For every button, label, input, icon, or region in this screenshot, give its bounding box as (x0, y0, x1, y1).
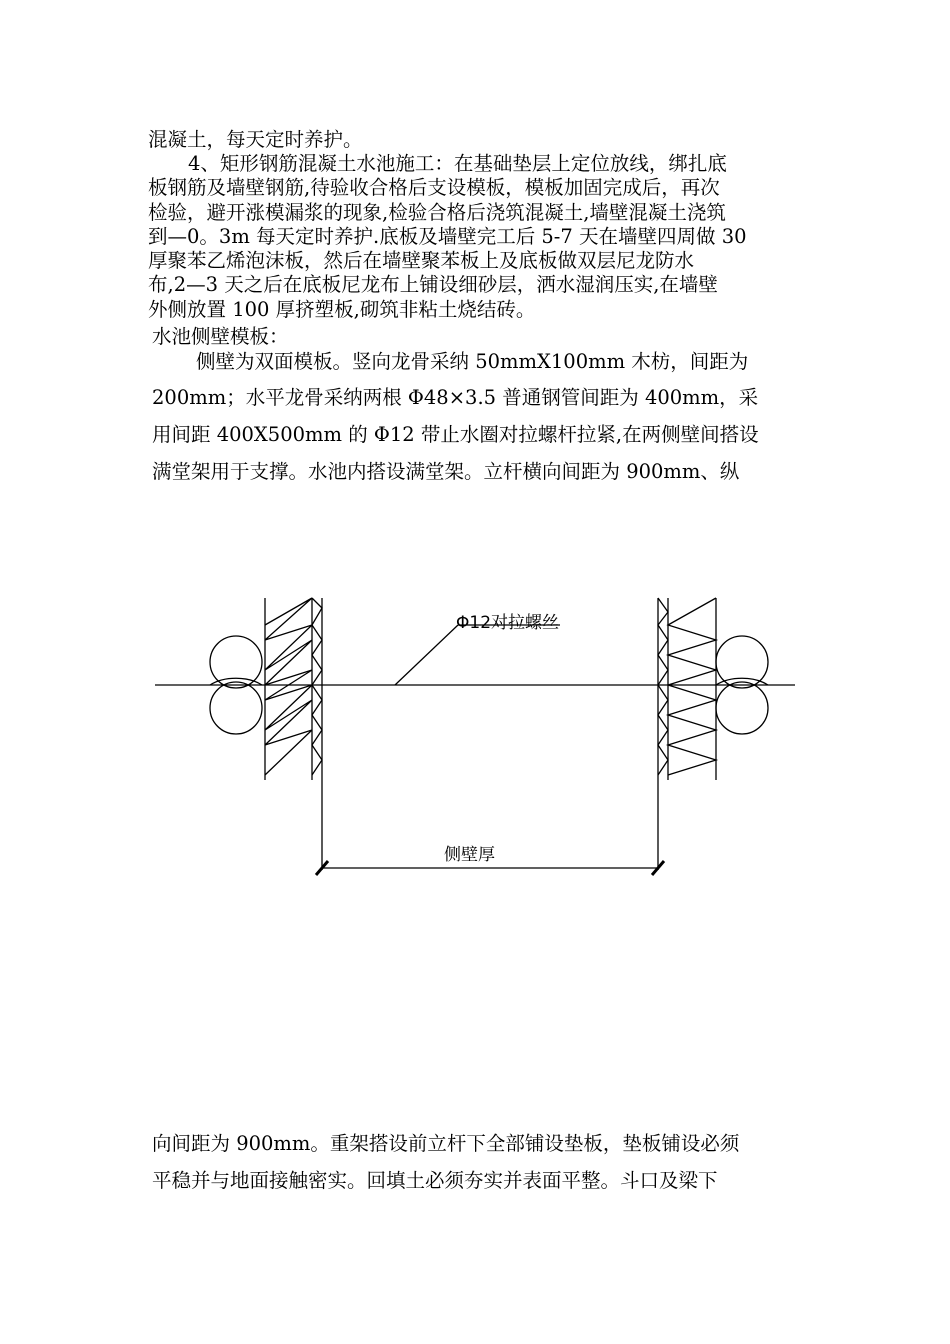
text-line: 到—0。3m 每天定时养护.底板及墙壁完工后 5-7 天在墙壁四周做 30 (148, 225, 747, 248)
text-line: 外侧放置 100 厚挤塑板,砌筑非粘土烧结砖。 (148, 298, 536, 321)
text-line: 平稳并与地面接触密实。回填土必须夯实并表面平整。斗口及梁下 (152, 1169, 718, 1192)
text-line: 混凝土，每天定时养护。 (148, 128, 363, 151)
text-line: 检验，避开涨模漏浆的现象,检验合格后浇筑混凝土,墙壁混凝土浇筑 (148, 201, 726, 224)
text-line: 布,2—3 天之后在底板尼龙布上铺设细砂层，洒水湿润压实,在墙壁 (148, 273, 718, 296)
bolt-leader (395, 625, 458, 685)
text-line: 侧壁为双面模板。竖向龙骨采纳 50mmX100mm 木枋，间距为 (196, 350, 749, 373)
left-truss-2 (312, 598, 322, 775)
right-pipe-top (716, 636, 768, 688)
left-pipe-bottom (210, 682, 262, 734)
left-truss (265, 598, 312, 775)
text-line: 满堂架用于支撑。水池内搭设满堂架。立杆横向间距为 900mm、纵 (152, 460, 740, 483)
right-pipe-bottom (716, 682, 768, 734)
text-line: 板钢筋及墙壁钢筋,待验收合格后支设模板，模板加固完成后，再次 (148, 176, 720, 199)
text-line: 向间距为 900mm。重架搭设前立杆下全部铺设垫板，垫板铺设必须 (152, 1132, 740, 1155)
text-line: 厚聚苯乙烯泡沫板，然后在墙壁聚苯板上及底板做双层尼龙防水 (148, 249, 695, 272)
text-line: 用间距 400X500mm 的 Φ12 带止水圈对拉螺杆拉紧,在两侧壁间搭设 (152, 423, 759, 446)
left-pipe-top (210, 636, 262, 688)
section-heading: 水池侧壁模板： (152, 325, 289, 348)
wall-thickness-label: 侧壁厚 (444, 845, 495, 865)
text-line: 200mm；水平龙骨采纳两根 Φ48×3.5 普通钢管间距为 400mm，采 (152, 386, 759, 409)
wall-formwork-diagram (0, 560, 950, 900)
right-truss (668, 598, 716, 775)
right-truss-2 (658, 598, 668, 775)
text-line: 4、矩形钢筋混凝土水池施工：在基础垫层上定位放线，绑扎底 (188, 152, 727, 175)
bolt-label: Φ12对拉螺丝 (456, 613, 560, 633)
